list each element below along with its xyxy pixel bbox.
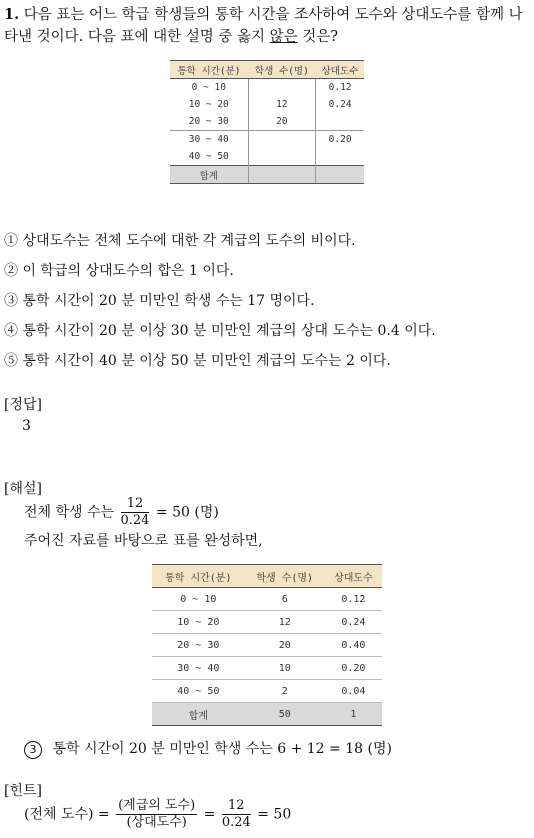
- explanation-line2: 주어진 자료를 바탕으로 표를 완성하면,: [24, 533, 263, 549]
- table-cell-count: 12: [245, 611, 325, 634]
- option-text: 이 학급의 상대도수의 합은 1 이다.: [22, 263, 234, 279]
- option-1: [4, 226, 532, 256]
- question-text-a: 다음 표는 어느 학급 학생들의 통학 시간을 조사하여 도수와 상대도수를 함께 나타낸 것이다. 다음 표에 대한 설명 중 옳지: [4, 7, 523, 45]
- table-cell-rel: [316, 113, 364, 131]
- fraction-denominator: 0.24: [120, 513, 150, 528]
- table-cell-rel: 0.40: [325, 634, 382, 657]
- option-text: 통학 시간이 20 분 이상 30 분 미만인 계급의 상대 도수는 0.4 이다.: [22, 323, 436, 339]
- frequency-table-complete: [152, 564, 382, 726]
- table-header-row: [152, 565, 382, 588]
- fraction-numerator: 12: [222, 798, 251, 815]
- hint-result: = 50: [257, 806, 292, 823]
- option-3: [4, 286, 532, 316]
- table-total-label: 합계: [170, 166, 248, 184]
- frequency-table-incomplete: [170, 60, 364, 184]
- table-row: [170, 131, 364, 149]
- table-cell-count: [248, 79, 316, 97]
- table-row: [170, 148, 364, 166]
- table-cell-empty: [316, 166, 364, 184]
- option-mark: ①: [4, 233, 18, 249]
- table-cell-rel: 0.20: [316, 131, 364, 149]
- explanation-text: 전체 학생 수는: [24, 504, 115, 521]
- table-header-row: [170, 61, 364, 79]
- fraction-denominator: 0.24: [221, 815, 251, 830]
- question-text-b: 것은?: [297, 29, 339, 45]
- table-cell-range: 20 ~ 30: [152, 634, 245, 657]
- hint-lhs: (전체 도수) =: [24, 806, 110, 823]
- explanation-label: [해설]: [4, 481, 42, 497]
- table-total-row: [170, 166, 364, 184]
- fraction: [222, 798, 251, 831]
- table-cell-count: 12: [248, 96, 316, 113]
- option-text: 통학 시간이 20 분 미만인 학생 수는 17 명이다.: [22, 293, 315, 309]
- answer-label: [정답]: [4, 397, 42, 413]
- option-mark: ③: [4, 293, 18, 309]
- table-header: 통학 시간(분): [152, 565, 245, 588]
- table-cell-rel: [316, 148, 364, 166]
- table-cell-rel: 0.24: [328, 99, 352, 110]
- table-total-count: 50: [245, 703, 325, 726]
- answer-value: 3: [22, 418, 31, 434]
- hint-label: [힌트]: [4, 783, 42, 799]
- explanation-line1: [24, 496, 219, 529]
- table-cell-count: 6: [245, 588, 325, 611]
- answer-options: [4, 226, 532, 376]
- question-number: 1.: [4, 6, 20, 23]
- explanation-result: = 50 (명): [155, 504, 219, 521]
- question: [4, 4, 532, 48]
- table-row: [152, 634, 382, 657]
- option-4: [4, 316, 532, 346]
- table-cell-range: 40 ~ 50: [170, 148, 248, 166]
- table-cell-count: [248, 148, 316, 166]
- conclusion-text: 통학 시간이 20 분 미만인 학생 수는 6 + 12 = 18 (명): [52, 741, 392, 757]
- table-row: [170, 79, 364, 97]
- table-cell-rel: 0.12: [325, 588, 382, 611]
- table-header: 통학 시간(분): [170, 61, 248, 79]
- table-header: 학생 수(명): [245, 565, 325, 588]
- table-cell-rel: 0.12: [328, 82, 352, 93]
- table-cell-rel: 0.04: [325, 680, 382, 703]
- fraction-denominator: (상대도수): [126, 815, 187, 830]
- option-mark: ⑤: [4, 353, 18, 369]
- table-total-rel: 1: [325, 703, 382, 726]
- table-cell-range: 10 ~ 20: [152, 611, 245, 634]
- option-mark: ④: [4, 323, 18, 339]
- table-row: [152, 611, 382, 634]
- fraction-numerator: 12: [121, 496, 150, 513]
- table-total-row: [152, 703, 382, 726]
- table-row: [170, 113, 364, 131]
- table-cell-range: 30 ~ 40: [170, 131, 248, 149]
- table-cell-count: [248, 131, 316, 149]
- table-header: 학생 수(명): [248, 61, 316, 79]
- table-cell-range: 40 ~ 50: [152, 680, 245, 703]
- option-2: [4, 256, 532, 286]
- table-cell-rel: 0.24: [325, 611, 382, 634]
- option-mark: ②: [4, 263, 18, 279]
- table-cell-rel: 0.20: [325, 657, 382, 680]
- option-text: 통학 시간이 40 분 이상 50 분 미만인 계급의 도수는 2 이다.: [22, 353, 391, 369]
- option-text: 상대도수는 전체 도수에 대한 각 계급의 도수의 비이다.: [22, 233, 356, 249]
- table-total-label: 합계: [152, 703, 245, 726]
- option-5: [4, 346, 532, 376]
- table-cell-empty: [248, 166, 316, 184]
- conclusion: [24, 738, 392, 759]
- table-cell-range: 20 ~ 30: [170, 113, 248, 131]
- equals-sign: =: [203, 806, 216, 823]
- question-underlined: 않은: [269, 29, 298, 45]
- table-row: [152, 588, 382, 611]
- table-row: [152, 680, 382, 703]
- table-cell-range: 0 ~ 10: [170, 79, 248, 97]
- table-cell-count: 20: [248, 113, 316, 131]
- table-cell-range: 0 ~ 10: [152, 588, 245, 611]
- circled-number: 3: [24, 741, 42, 759]
- table-row: [170, 96, 364, 113]
- fraction: [116, 798, 197, 831]
- table-cell-count: 20: [245, 634, 325, 657]
- table-header: 상대도수: [316, 61, 364, 79]
- table-cell-range: 10 ~ 20: [170, 96, 248, 113]
- table-cell-count: 2: [245, 680, 325, 703]
- hint-formula: [24, 798, 291, 831]
- table-cell-range: 30 ~ 40: [152, 657, 245, 680]
- fraction-numerator: (계급의 도수): [118, 798, 196, 813]
- table-header: 상대도수: [325, 565, 382, 588]
- table-cell-count: 10: [245, 657, 325, 680]
- table-row: [152, 657, 382, 680]
- fraction: [121, 496, 150, 529]
